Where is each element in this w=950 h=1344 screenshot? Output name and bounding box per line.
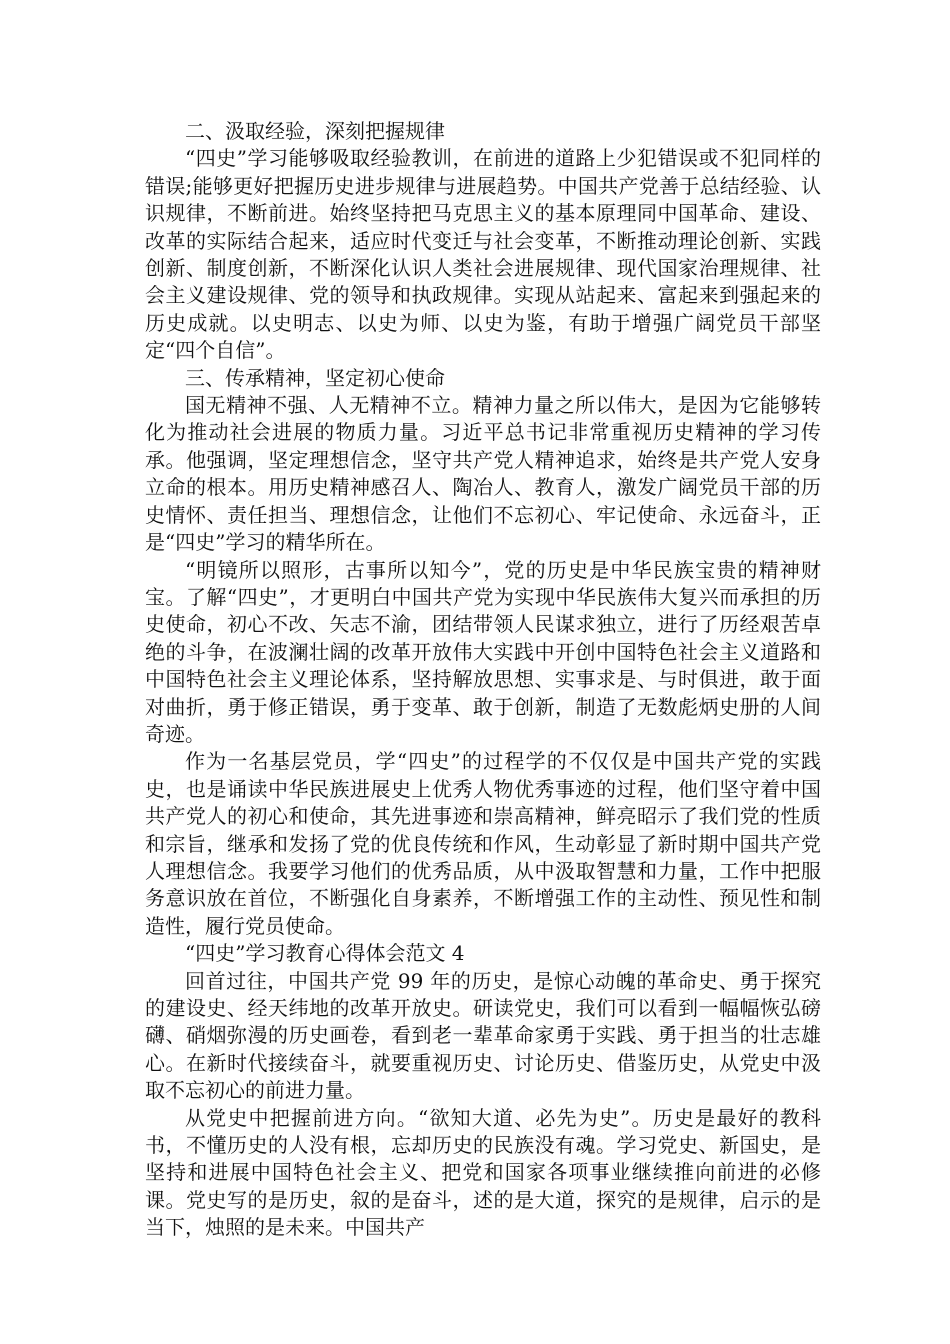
paragraph: 回首过往，中国共产党 99 年的历史，是惊心动魄的革命史、勇于探究的建设史、经天纬地的改革开放史。研读党史，我们可以看到一幅幅恢弘磅礴、硝烟弥漫的历史画卷，看到老一辈革命家勇于实践、勇于担当的壮志雄心。在新时代接续奋斗，就要重视历史、讨论历史、借鉴历史，从党史中汲取不忘初心的前进力量。 xyxy=(145,968,821,1103)
section-heading: 三、传承精神，坚定初心使命 xyxy=(185,365,445,390)
paragraph: 国无精神不强、人无精神不立。精神力量之所以伟大，是因为它能够转化为推动社会进展的物质力量。习近平总书记非常重视历史精神的学习传承。他强调，坚定理想信念，坚守共产党人精神追求，始终是共产党人安身立命的根本。用历史精神感召人、陶冶人、教育人，激发广阔党员干部的历史情怀、责任担当、理想信念，让他们不忘初心、牢记使命、永远奋斗，正是“四史”学习的精华所在。 xyxy=(145,393,821,555)
section-heading: 二、汲取经验，深刻把握规律 xyxy=(185,119,445,143)
paragraph: 从党史中把握前进方向。“欲知大道、必先为史”。历史是最好的教科书，不懂历史的人没有根，忘却历史的民族没有魂。学习党史、新国史，是坚持和进展中国特色社会主义、把党和国家各项事业继续推向前进的必修课。党史写的是历史，叙的是奋斗，述的是大道，探究的是规律，启示的是当下，烛照的是未来。中国共产 xyxy=(145,1105,821,1240)
paragraph: 作为一名基层党员，学“四史”的过程学的不仅仅是中国共产党的实践史，也是诵读中华民族进展史上优秀人物优秀事迹的过程，他们坚守着中国共产党人的初心和使命，其先进事迹和崇高精神，鲜亮昭示了我们党的性质和宗旨，继承和发扬了党的优良传统和作风，生动彰显了新时期中国共产党人理想信念。我要学习他们的优秀品质，从中汲取智慧和力量，工作中把服务意识放在首位，不断强化自身素养，不断增强工作的主动性、预见性和制造性，履行党员使命。 xyxy=(145,749,821,938)
article-heading: “四史”学习教育心得体会范文 4 xyxy=(185,941,465,966)
paragraph: “四史”学习能够吸取经验教训，在前进的道路上少犯错误或不犯同样的错误;能够更好把握历史进步规律与进展趋势。中国共产党善于总结经验、认识规律，不断前进。始终坚持把马克思主义的基本原理同中国革命、建设、改革的实际结合起来，适应时代变迁与社会变革，不断推动理论创新、实践创新、制度创新，不断深化认识人类社会进展规律、现代国家治理规律、社会主义建设规律、党的领导和执政规律。实现从站起来、富起来到强起来的历史成就。以史明志、以史为师、以史为鉴，有助于增强广阔党员干部坚定“四个自信”。 xyxy=(145,146,821,363)
paragraph: “明镜所以照形，古事所以知今”，党的历史是中华民族宝贵的精神财宝。了解“四史”，才更明白中国共产党为实现中华民族伟大复兴而承担的历史使命，初心不改、矢志不渝，团结带领人民谋求独立，进行了历经艰苦卓绝的斗争，在波澜壮阔的改革开放伟大实践中开创中国特色社会主义道路和中国特色社会主义理论体系，坚持解放思想、实事求是、与时俱进，敢于面对曲折，勇于修正错误，勇于变革、敢于创新，制造了无数彪炳史册的人间奇迹。 xyxy=(145,557,821,746)
document-body xyxy=(145,118,821,1242)
